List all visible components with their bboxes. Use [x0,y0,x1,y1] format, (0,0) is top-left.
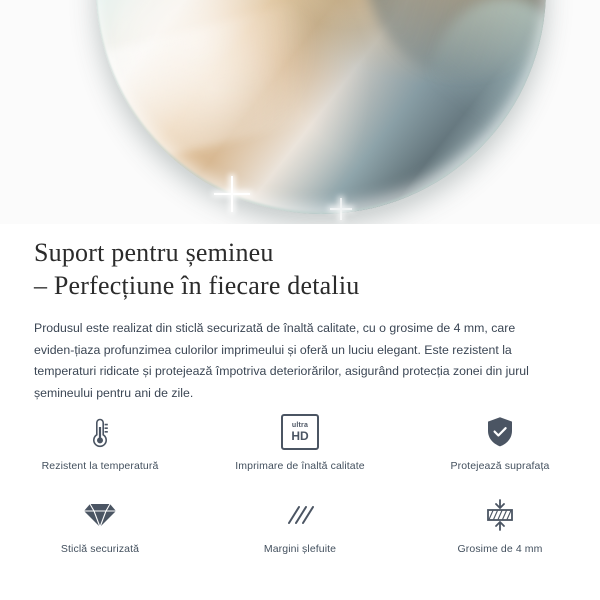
feature-label: Sticlă securizată [60,543,140,555]
thermometer-icon [78,410,122,454]
polished-edges-icon [278,493,322,537]
hero-image [0,0,600,224]
text-content [0,224,600,404]
shield-check-icon [478,410,522,454]
feature-grid [0,404,600,570]
feature-label: Grosime de 4 mm [457,543,543,555]
marble-streak [114,0,321,160]
ultra-hd-icon [278,410,322,454]
feature-item-tempered-glass [0,487,200,570]
feature-label: Rezistent la temperatură [41,460,159,472]
ultra-hd-badge-bottom: HD [291,429,309,443]
thickness-icon [478,493,522,537]
feature-label: Protejează suprafața [450,460,550,472]
feature-item-thickness [400,487,600,570]
description-paragraph: Produsul este realizat din sticlă securizată de înaltă calitate, cu o grosime de 4 mm, care eviden-țiaza profunzimea culorilor imprimeului și oferă un luciu elegant. Este rezistent la temperaturi ridicate și protejează împotriva deteriorărilor, asigurând protecția zonei din jurul șemineului pentru ani de zile. [34,321,529,400]
glass-plate-image [96,0,546,214]
feature-item-temperature [0,404,200,487]
headline-line-1: Suport pentru șemineu [34,238,274,267]
diamond-icon [78,493,122,537]
feature-label: Imprimare de înaltă calitate [235,460,365,472]
feature-item-surface-protection [400,404,600,487]
feature-item-polished-edges [200,487,400,570]
feature-label: Margini șlefuite [263,543,337,555]
page-title [0,224,600,302]
headline-line-2: – Perfecțiune în fiecare detaliu [34,271,360,300]
ultra-hd-badge-top: ultra [291,422,309,429]
feature-item-print-quality [200,404,400,487]
